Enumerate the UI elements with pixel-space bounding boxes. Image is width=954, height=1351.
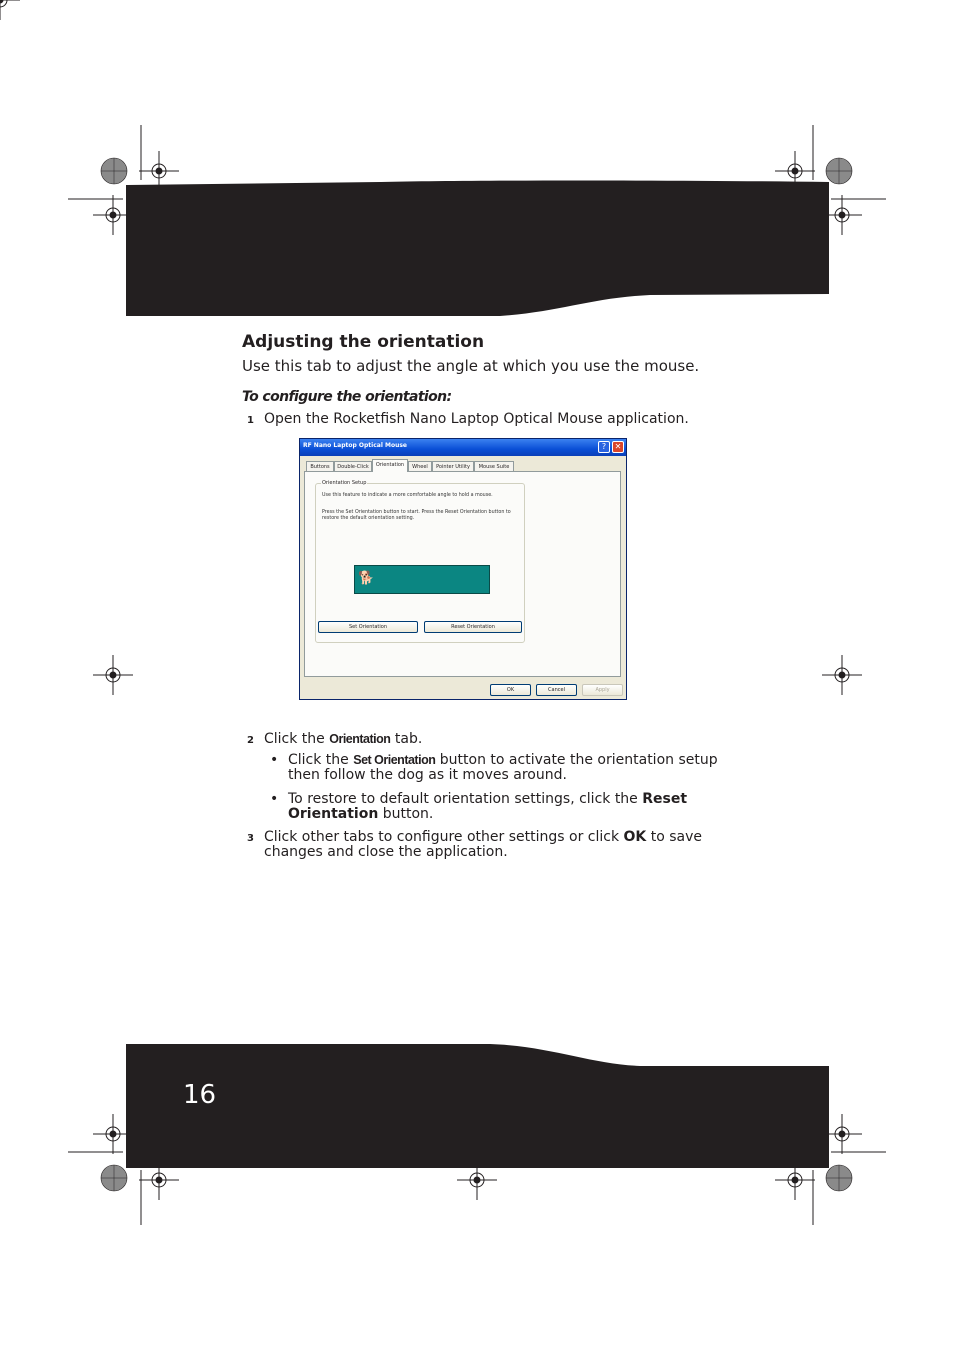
bullet-text-pre: Click the	[288, 752, 354, 768]
set-orientation-button[interactable]: Set Orientation	[318, 621, 418, 633]
step-text	[264, 830, 744, 860]
bullet-text	[288, 792, 748, 822]
apply-button[interactable]: Apply	[582, 684, 623, 696]
orientation-panel	[304, 471, 621, 677]
procedure-heading: To configure the orientation:	[242, 389, 452, 405]
dialog-title: RF Nano Laptop Optical Mouse	[303, 442, 407, 449]
step-number: 2	[247, 735, 254, 746]
dialog-titlebar	[300, 439, 626, 456]
ok-button[interactable]: OK	[490, 684, 531, 696]
tab-pointer-utility[interactable]: Pointer Utility	[432, 461, 474, 471]
step-text-pre: Click other tabs to configure other settings or click	[264, 829, 624, 845]
bullet-icon: •	[270, 752, 279, 768]
page-number: 16	[183, 1080, 217, 1110]
close-icon[interactable]: ✕	[612, 441, 624, 453]
step-text-post: to save changes and close the application.	[264, 829, 702, 860]
group-title: Orientation Setup	[322, 480, 367, 486]
step-text-post: tab.	[390, 731, 423, 747]
reset-orientation-button[interactable]: Reset Orientation	[424, 621, 522, 633]
orientation-setup-group	[315, 480, 525, 643]
tab-double-click[interactable]: Double-Click	[334, 461, 372, 471]
tab-buttons[interactable]: Buttons	[306, 461, 334, 471]
tab-wheel[interactable]: Wheel	[408, 461, 432, 471]
tab-orientation[interactable]: Orientation	[372, 459, 408, 472]
instruction-line-1: Use this feature to indicate a more comfortable angle to hold a mouse.	[322, 493, 493, 498]
step-number: 1	[247, 415, 254, 426]
cancel-button[interactable]: Cancel	[536, 684, 577, 696]
tab-mouse-suite[interactable]: Mouse Suite	[474, 461, 514, 471]
step-text-bold: OK	[623, 829, 647, 845]
step-text: Open the Rocketfish Nano Laptop Optical Mouse application.	[264, 411, 689, 427]
step-number: 3	[247, 833, 254, 844]
bullet-text-post: button to activate the orientation setup then follow the dog as it moves around.	[288, 752, 718, 783]
section-intro: Use this tab to adjust the angle at which you use the mouse.	[242, 357, 700, 375]
instruction-line-2: Press the Set Orientation button to start. Press the Reset Orientation button to restore the default orientation setting.	[322, 510, 511, 521]
step-text-bold: Orientation	[329, 732, 391, 746]
orientation-area[interactable]	[354, 565, 490, 594]
step-text-pre: Click the	[264, 731, 330, 747]
section-title: Adjusting the orientation	[242, 332, 485, 352]
dog-icon: 🐕	[358, 571, 375, 586]
bullet-text-post: button.	[378, 806, 434, 822]
mouse-settings-dialog	[299, 438, 627, 700]
bullet-text-bold: Set Orientation	[353, 753, 436, 767]
help-icon[interactable]: ?	[598, 441, 610, 453]
bullet-text-pre: To restore to default orientation settings, click the	[288, 791, 643, 807]
bullet-icon: •	[270, 791, 279, 807]
bullet-text	[288, 753, 748, 783]
step-text	[264, 732, 744, 747]
bullet-text-bold: Reset Orientation	[288, 791, 688, 822]
